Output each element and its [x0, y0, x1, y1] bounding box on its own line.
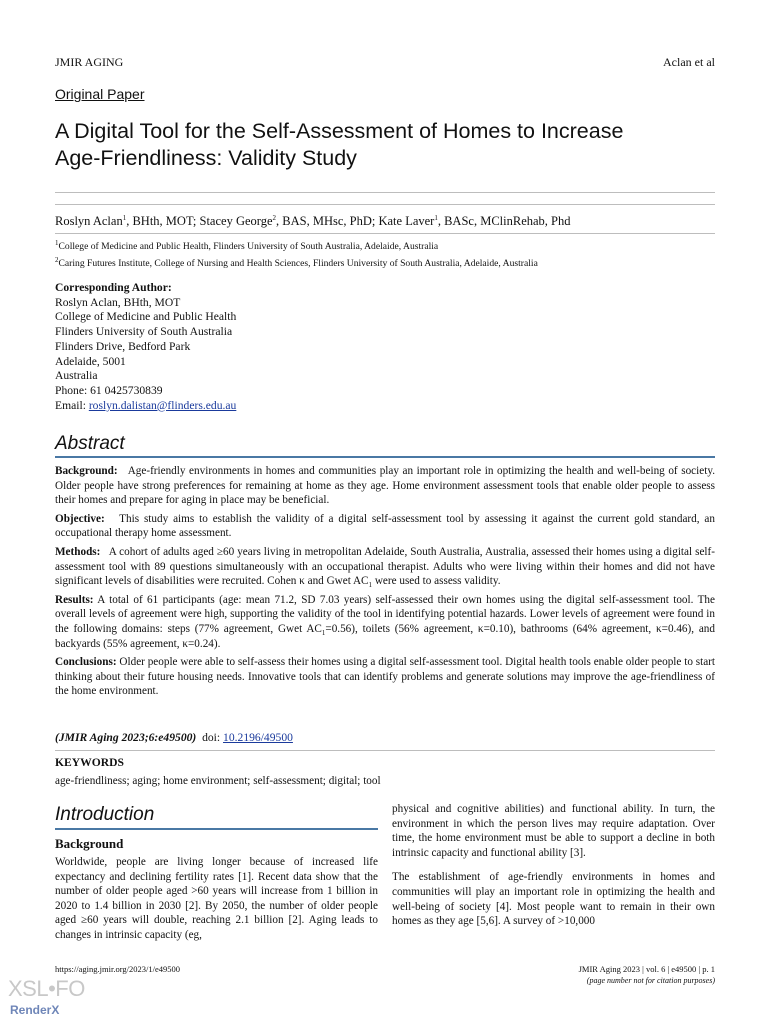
running-head-authors: Aclan et al: [663, 55, 715, 69]
intro-paragraph: Worldwide, people are living longer because of increased life expectancy and declining fertility rates [1]. Recent data show that the number of older people aged >60 years will increase from 1 billion in 2020 to 1.4 billion in 2030 [2]. By 2050, the number of older people aged ≥60 years will double, reaching 2.1 billion [2]. Aging leads to changes in intrinsic capacity (eg,: [55, 856, 378, 941]
author-list: Roslyn Aclan$^1$, BHth, MOT; Stacey George$^2$, BAS, MHsc, PhD; Kate Laver$^1$, BASc, MClinRehab, Phd: [55, 213, 571, 228]
running-head-journal: JMIR AGING: [55, 55, 124, 69]
introduction-divider: [55, 828, 378, 830]
renderx-watermark: RenderX: [10, 1003, 60, 1017]
xslfo-watermark: XSL•FO: [8, 976, 85, 1001]
citation-divider: [55, 750, 715, 751]
affiliation-1: $^1$College of Medicine and Public Health, Flinders University of South Australia, Adelaide, Australia: [55, 238, 439, 252]
abstract-background: Background: Age-friendly environments in homes and communities play an important role in optimizing the health and well-being of society. Older people have strong preferences for remaining at home as they age. Home environment assessment tools that enable older people to assess their homes and prepare for aging in place may be beneficial.: [55, 465, 715, 507]
title-line-1: A Digital Tool for the Self-Assessment of Homes to Increase: [55, 119, 624, 143]
abstract-conclusions: Conclusions: Older people were able to self-assess their homes using a digital self-assessment tool. Digital health tools enable older people to start thinking about their future housing needs. Innovative tools that can identify problems and generate solutions may improve the age-friendliness of the home environment.: [55, 656, 715, 698]
intro-paragraph: The establishment of age-friendly environments in homes and communities will play an important role in optimizing the health and well-being of society [4]. Most people want to remain in their own homes as they age [5,6]. A survey of >10,000: [392, 871, 716, 928]
footer-url[interactable]: https://aging.jmir.org/2023/1/e49500: [55, 964, 180, 974]
corresponding-author: Corresponding Author: Roslyn Aclan, BHth, MOT College of Medicine and Public Health Flinders University of South Australia Flinders Drive, Bedford Park Adelaide, 5001 Australia Phone: 61 0425730839 Email: roslyn.dalistan@flinders.edu.au: [55, 281, 237, 412]
email-link[interactable]: roslyn.dalistan@flinders.edu.au: [88, 398, 237, 412]
doi-link[interactable]: 10.2196/49500: [223, 731, 293, 744]
intro-paragraph: physical and cognitive abilities) and functional ability. In turn, the environment in which the person lives may require adaptation. Over time, the home environment must be able to support a decline in both intrinsic capacity and functional ability [3].: [392, 803, 716, 859]
affiliation-2: $^2$Caring Futures Institute, College of Nursing and Health Sciences, Flinders University of South Australia, Adelaide, Australia: [55, 255, 538, 269]
title-line-2: Age-Friendliness: Validity Study: [55, 146, 357, 170]
footer-note: (page number not for citation purposes): [586, 976, 715, 985]
abstract-body: [55, 464, 715, 699]
abstract-results: Results: A total of 61 participants (age: mean 71.2, SD 7.03 years) self-assessed their own homes using the digital self-assessment tool. The overall levels of agreement were high, supporting the validity of the tool in identifying potential hazards. Lower levels of agreement were found in the following domains: steps (77% agreement, Gwet $AC_1=0.56$), toilets (56% agreement, κ=0.10), bathrooms (64% agreement, κ=0.46), and backyards (55% agreement, κ=0.24).: [55, 593, 715, 650]
affiliations: [55, 238, 538, 272]
authors-divider-top: [55, 204, 715, 205]
abstract-heading: Abstract: [55, 433, 125, 454]
article-type: Original Paper: [55, 86, 145, 102]
footer-journal-info: JMIR Aging 2023 | vol. 6 | e49500 | p. 1: [578, 964, 715, 974]
author-name: Stacey George: [199, 214, 273, 228]
abstract-divider: [55, 456, 715, 458]
intro-left-column: [55, 855, 378, 943]
page-title: [55, 118, 623, 172]
author-name: Roslyn Aclan: [55, 214, 123, 228]
abstract-methods: Methods: A cohort of adults aged ≥60 years living in metropolitan Adelaide, South Australia, Australia, assessed their homes using a digital self-assessment tool with 89 questions simultaneously with an occupational therapist. Adults who were living within their homes and did not have significant levels of disabilities were recruited. Cohen κ and Gwet $AC_1$ were used to assess validity.: [55, 545, 715, 590]
background-subheading: Background: [55, 836, 124, 851]
author-name: Kate Laver: [378, 214, 435, 228]
keywords-heading: KEYWORDS: [55, 756, 124, 769]
title-divider: [55, 192, 715, 193]
introduction-heading: Introduction: [55, 804, 155, 825]
intro-right-column: [392, 802, 715, 929]
keywords-list: age-friendliness; aging; home environment; self-assessment; digital; tool: [55, 775, 381, 787]
authors-divider-bottom: [55, 233, 715, 234]
abstract-objective: Objective: This study aims to establish the validity of a digital self-assessment tool by assessing it against the current gold standard, an occupational therapy home assessment.: [55, 512, 715, 540]
citation: (JMIR Aging 2023;6:e49500) doi: 10.2196/49500: [55, 731, 293, 744]
corresponding-heading: Corresponding Author:: [55, 281, 172, 294]
